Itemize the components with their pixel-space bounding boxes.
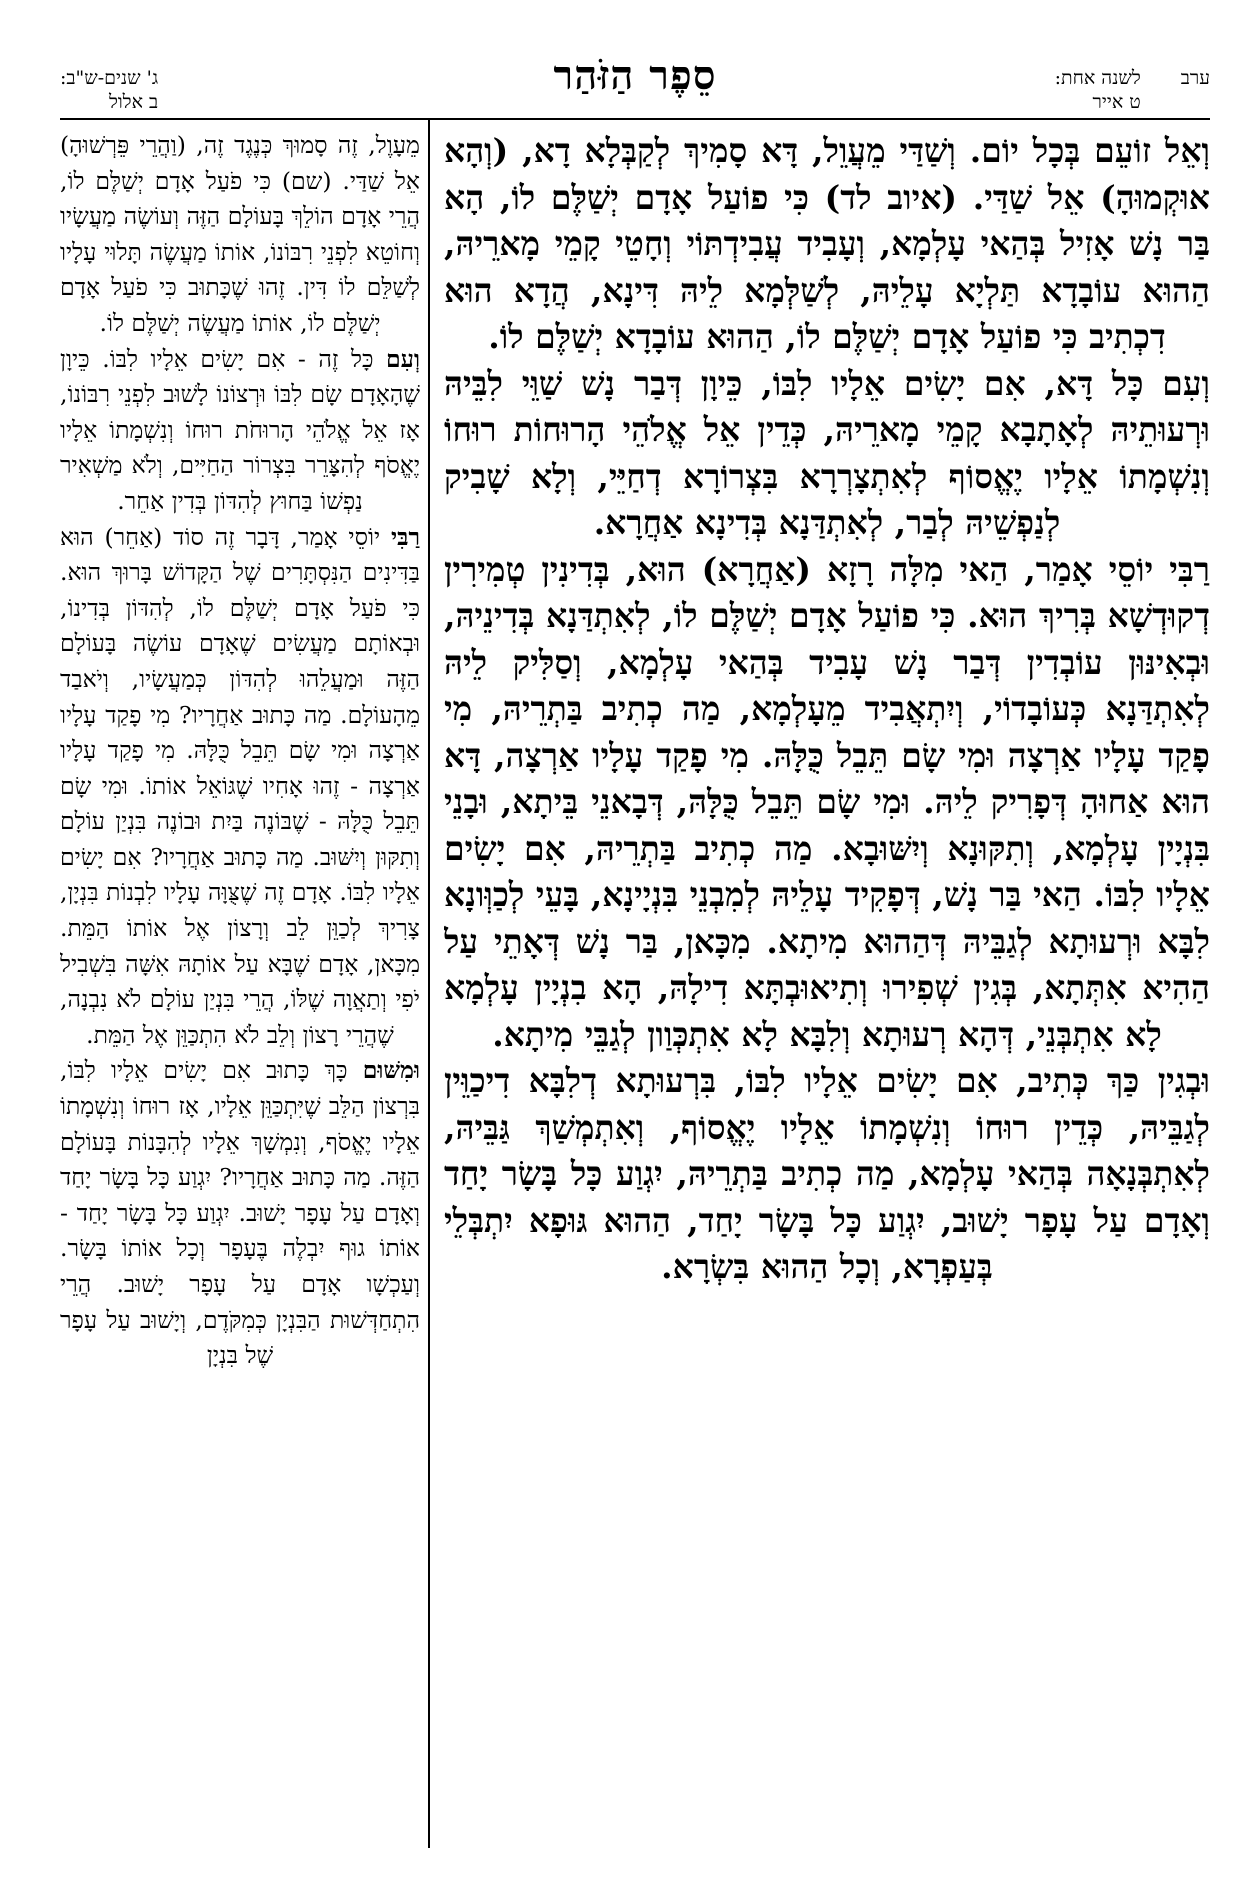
translation-column — [60, 128, 420, 1844]
header-schedule-label: לשנה אחת: — [1054, 67, 1141, 89]
side-paragraph-1-text: מֵעָוֶל, זֶה סָמוּךְ כְּנֶגֶד זֶה, (וַהֲרֵי פֵּרְשׁוּהָ) אֵל שַׁדַּי. (שם) כִּי פֹעַל אָדָם יְשַׁלֶּם לוֹ, הֲרֵי אָדָם הוֹלֵךְ בָּעוֹלָם הַזֶּה וְעוֹשֶׂה מַעֲשָׂיו וְחוֹטֵא לִפְנֵי רִבּוֹנוֹ, אוֹתוֹ מַעֲשֶׂה תָּלוּי עָלָיו לְשַׁלֵּם לוֹ דִּין. זֶהוּ שֶׁכָּתוּב כִּי פֹעַל אָדָם יְשַׁלֶּם לוֹ, אוֹתוֹ מַעֲשֶׂה יְשַׁלֶּם לוֹ. — [60, 131, 420, 337]
main-paragraph-4-text: כַּךְ כְּתִיב, אִם יָשִׂים אֵלָיו לִבּוֹ, בִּרְעוּתָא דְלִבָּא דִיכַוֵּין לְגַבֵּיהּ, כְּדֵין רוּחוֹ וְנִשְׁמָתוֹ אֵלָיו יֶאֱסוֹף, וְאִתְמְשַׁךְ גַּבֵּיהּ, לְאִתְבְּנָאָה בְּהַאי עָלְמָא, מַה כְתִיב בַּתְרֵיהּ, יִגְוַע כָּל בָּשָׂר יָחַד וְאָדָם עַל עָפָר יָשׁוּב, יִגְוַע כָּל בָּשָׂר יָחַד, הַהוּא גּוּפָא יִתְבְּלֵי בְּעַפְרָא, וְכָל הַהוּא בִּשְׂרָא. — [444, 1061, 1210, 1286]
header-divider — [60, 118, 1210, 120]
main-paragraph-2-opening-word: וְעִם — [1162, 363, 1210, 403]
side-paragraph-2-text: כָּל זֶה - אִם יָשִׂים אֵלָיו לִבּוֹ. כֵּיוָן שֶׁהָאָדָם שָׂם לִבּוֹ וּרְצוֹנוֹ לָשׁוּב לִפְנֵי רִבּוֹנוֹ, אָז אֵל אֱלֹהֵי הָרוּחֹת רוּחוֹ וְנִשְׁמָתוֹ אֵלָיו יֶאֱסֹף לְהִצָּרֵר בִּצְרוֹר הַחַיִּים, וְלֹא מַשְׁאִיר נַפְשׁוֹ בַּחוּץ לְהִדּוֹן בְּדִין אַחֵר. — [60, 344, 420, 515]
main-paragraph-3-opening-word: רַבִּי — [1169, 549, 1210, 589]
side-paragraph-2 — [60, 342, 420, 520]
main-paragraph-1-text: זוֹעֵם בְּכָל יוֹם. וְשַׁדַּי מֵעֲוֵל, דָּא סָמִיךְ לְקַבְּלָא דָא, (וְהָא אוּקְמוּהָ) אֵל שַׁדַּי. (איוב לד) כִּי פוֹעַל אָדָם יְשַׁלֶּם לוֹ, הָא בַּר נָשׁ אָזִיל בְּהַאי עָלְמָא, וְעָבִיד עֲבִידְתּוֹי וְחָטֵי קָמֵי מָארֵיהּ, הַהוּא עוֹבָדָא תַּלְיָא עָלֵיהּ, לְשַׁלְּמָא לֵיהּ דִּינָא, הֲדָא הוּא דִכְתִיב כִּי פוֹעַל אָדָם יְשַׁלֶּם לוֹ, הַהוּא עוֹבָדָא יְשַׁלֶּם לוֹ. — [444, 131, 1210, 356]
main-paragraph-2-text: כָּל דָּא, אִם יָשִׂים אֵלָיו לִבּוֹ, כֵּיוָן דְּבַר נָשׁ שַׁוֵּי לִבֵּיהּ וּרְעוּתֵיהּ לְאָתָבָא קָמֵי מָארֵיהּ, כְּדֵין אֵל אֱלֹהֵי הָרוּחוֹת רוּחוֹ וְנִשְׁמָתוֹ אֵלָיו יֶאֱסוֹף לְאִתְצָרְרָא בִּצְרוֹרָא דְחַיֵּי, וְלָא שָׁבִיק לְנַפְשֵׁיהּ לְבַר, לְאִתְדַּנָא בְּדִינָא אַחֲרָא. — [444, 363, 1210, 542]
main-paragraph-1 — [444, 128, 1210, 361]
main-paragraph-3-text: יוֹסֵי אָמַר, הַאי מִלָּה רָזָא (אַחֲרָא) הוּא, בְּדִינִין טְמִירִין דְקוּדְשָׁא בְּרִיךְ הוּא. כִּי פוֹעַל אָדָם יְשַׁלֶּם לוֹ, לְאִתְדַּנָא בְּדִינֵיהּ, וּבְאִינּוּן עוֹבְדִין דְּבַר נָשׁ עָבִיד בְּהַאי עָלְמָא, וְסַלִּיק לֵיהּ לְאִתְדַּנָא כְּעוֹבָדוֹי, וְיִתְאֲבִיד מֵעָלְמָא, מַה כְתִיב בַּתְרֵיהּ, מִי פָקַד עָלָיו אַרְצָה וּמִי שָׂם תֵּבֵל כֻּלָּהּ. מִי פָקַד עָלָיו אַרְצָה, דָּא הוּא אַחוּהָ דְּפָרִיק לֵיהּ. וּמִי שָׂם תֵּבֵל כֻּלָּהּ, דְּבָאנֵי בֵּיתָא, וּבָנֵי בִּנְיָין עָלְמָא, וְתִקּוּנָא וְיִשּׁוּבָא. מַה כְתִיב בַּתְרֵיהּ, אִם יָשִׂים אֵלָיו לִבּוֹ. הַאי בַּר נָשׁ, דְּפָקִיד עָלֵיהּ לְמִבְנֵי בִּנְיָינָא, בָּעֵי לְכַוְּונָא לִבָּא וּרְעוּתָא לְגַבֵּיהּ דְּהַהוּא מִיתָא. מִכָּאן, בַּר נָשׁ דְּאָתֵי עַל הַהִיא אִתְּתָא, בְּגִין שְׁפִירוּ וְתִיאוּבְתָּא דִילָהּ, הָא בִנְיָין עָלְמָא לָא אִתְבְּנֵי, דְּהָא רְעוּתָא וְלִבָּא לָא אִתְכְּוַון לְגַבֵּי מִיתָא. — [444, 549, 1210, 1054]
side-paragraph-1 — [60, 128, 420, 342]
side-paragraph-3-opening-word: רַבִּי — [390, 522, 420, 551]
side-paragraph-4-text: כָּךְ כָּתוּב אִם יָשִׂים אֵלָיו לִבּוֹ, בִּרְצוֹן הַלֵּב שֶׁיִּתְכַּוֵּן אֵלָיו, אָז רוּחוֹ וְנִשְׁמָתוֹ אֵלָיו יֶאֱסֹף, וְנִמְשָׁךְ אֵלָיו לְהִבָּנוֹת בָּעוֹלָם הַזֶּה. מַה כָּתוּב אַחֲרָיו? יִגְוַע כָּל בָּשָׂר יָחַד וְאָדָם עַל עָפָר יָשׁוּב. יִגְוַע כָּל בָּשָׂר יָחַד - אוֹתוֹ גוּף יִבְלֶה בֶּעָפָר וְכָל אוֹתוֹ בָּשָׂר. וְעַכְשָׁו אָדָם עַל עָפָר יָשׁוּב. הֲרֵי הִתְחַדְּשׁוּת הַבִּנְיָן כְּמִקֹּדֶם, וְיָשׁוּב עַל עָפָר שֶׁל בִּנְיָן — [60, 1056, 420, 1370]
header-left — [60, 66, 158, 114]
side-paragraph-3-text: יוֹסֵי אָמַר, דָּבָר זֶה סוֹד (אַחֵר) הוּא בַּדִּינִים הַנִּסְתָּרִים שֶׁל הַקָּדוֹשׁ בָּרוּךְ הוּא. כִּי פֹעַל אָדָם יְשַׁלֶּם לוֹ, לְהִדּוֹן בְּדִינוֹ, וּבְאוֹתָם מַעֲשִׂים שֶׁאָדָם עוֹשֶׂה בָּעוֹלָם הַזֶּה וּמַעֲלֵהוּ לְהִדּוֹן כְּמַעֲשָׂיו, וְיֹאבַד מֵהָעוֹלָם. מַה כָּתוּב אַחֲרָיו? מִי פָקַד עָלָיו אַרְצָה וּמִי שָׂם תֵּבֵל כֻּלָּהּ. מִי פָקַד עָלָיו אַרְצָה - זֶהוּ אָחִיו שֶׁגּוֹאֵל אוֹתוֹ. וּמִי שָׂם תֵּבֵל כֻּלָּהּ - שֶׁבּוֹנֶה בַּיִת וּבוֹנֶה בִּנְיַן עוֹלָם וְתִקּוּן וְיִשּׁוּב. מַה כָּתוּב אַחֲרָיו? אִם יָשִׂים אֵלָיו לִבּוֹ. אָדָם זֶה שֶׁצֻּוָּה עָלָיו לִבְנוֹת בִּנְיָן, צָרִיךְ לְכַוֵּן לֵב וְרָצוֹן אֶל אוֹתוֹ הַמֵּת. מִכָּאן, אָדָם שֶׁבָּא עַל אוֹתָהּ אִשָּׁה בִּשְׁבִיל יֹפִי וְתַאֲוָה שֶׁלּוֹ, הֲרֵי בִּנְיַן עוֹלָם לֹא נִבְנָה, שֶׁהֲרֵי רָצוֹן וְלֵב לֹא הִתְכַּוֵּן אֶל הַמֵּת. — [60, 522, 420, 1049]
header-day-label: ערב — [1180, 67, 1210, 89]
main-paragraph-3 — [444, 547, 1210, 1059]
side-paragraph-4 — [60, 1053, 420, 1373]
main-paragraph-2 — [444, 361, 1210, 547]
main-text-column — [444, 128, 1210, 1844]
header-schedule-three-year-label: ג' שנים-ש"ב: — [60, 67, 159, 89]
side-paragraph-3 — [60, 520, 420, 1054]
main-paragraph-1-opening-word: וְאֵל — [1164, 131, 1210, 170]
main-paragraph-4-opening-word: וּבְגִין — [1157, 1061, 1210, 1100]
page-header — [60, 52, 1210, 116]
side-paragraph-2-opening-word: וְעִם — [386, 344, 420, 373]
book-title: סֵפֶר הַזֹּהַר — [553, 52, 717, 99]
header-schedule-date: ט אייר — [1092, 91, 1141, 113]
main-paragraph-4 — [444, 1058, 1210, 1291]
header-schedule-three-year-date: ב אלול — [108, 91, 159, 113]
side-paragraph-4-opening-word: וּמִשּׁוּם — [362, 1056, 420, 1085]
column-divider — [428, 118, 430, 1848]
